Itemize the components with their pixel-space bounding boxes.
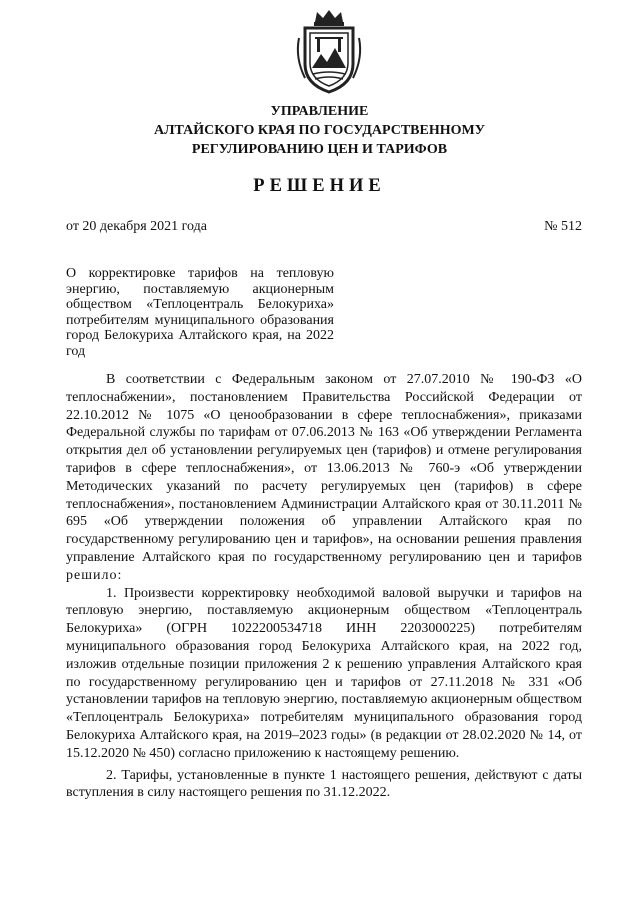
document-subject: О корректировке тарифов на тепловую энергию, поставляемую акционерным обществом «Теплоцентраль Белокуриха» потребителям муниципального образования город Белокуриха Алтайского края, на 2022 год: [66, 266, 334, 359]
coat-of-arms-icon: [291, 8, 367, 96]
authority-line-2: АЛТАЙСКОГО КРАЯ ПО ГОСУДАРСТВЕННОМУ: [154, 123, 485, 138]
document-body: [66, 371, 582, 802]
document-type-title: РЕШЕНИЕ: [253, 176, 386, 196]
document-number: № 512: [544, 219, 582, 234]
authority-line-1: УПРАВЛЕНИЕ: [270, 104, 369, 119]
item-1-paragraph: 1. Произвести корректировку необходимой валовой выручки и тарифов на тепловую энергию, поставляемую акционерным обществом «Теплоцентраль Белокуриха» (ОГРН 1022200534718 ИНН 2203000225) потребителям муниципального образования город Белокуриха Алтайского края, на 2022 год, изложив отдельные позиции приложения 2 к решению управления Алтайского края по государственному регулированию цен и тарифов от 27.11.2018 № 331 «Об установлении тарифов на тепловую энергию, поставляемую акционерным обществом «Теплоцентраль Белокуриха» потребителям муниципального образования город Белокуриха Алтайского края, на 2019–2023 годы» (в редакции от 28.02.2020 № 14, от 15.12.2020 № 450) согласно приложению к настоящему решению.: [66, 585, 582, 761]
item-2-paragraph: 2. Тарифы, установленные в пункте 1 настоящего решения, действуют с даты вступления в силу настоящего решения по 31.12.2022.: [66, 767, 582, 801]
document-date: от 20 декабря 2021 года: [66, 219, 207, 234]
preamble-text: В соответствии с Федеральным законом от 27.07.2010 № 190-ФЗ «О теплоснабжении», постановлением Правительства Российской Федерации от 22.10.2012 № 1075 «О ценообразовании в сфере теплоснабжения», приказами Федеральной службы по тарифам от 07.06.2013 № 163 «Об утверждении Регламента открытия дел об установлении регулируемых цен (тарифов) и отмене регулирования тарифов в сфере теплоснабжения», от 13.06.2013 № 760-э «Об утверждении Методических указаний по расчету регулируемых цен (тарифов) в сфере теплоснабжения», постановлением Администрации Алтайского края от 30.11.2011 № 695 «Об утверждении положения об управлении Алтайского края по государственному регулированию цен и тарифов», на основании решения правления управление Алтайского края по государственному регулированию цен и тарифов: [66, 372, 582, 565]
authority-line-3: РЕГУЛИРОВАНИЮ ЦЕН И ТАРИФОВ: [191, 142, 448, 157]
issuing-authority: [0, 102, 639, 159]
preamble-paragraph: В соответствии с Федеральным законом от 27.07.2010 № 190-ФЗ «О теплоснабжении», постановлением Правительства Российской Федерации от 22.10.2012 № 1075 «О ценообразовании в сфере теплоснабжения», приказами Федеральной службы по тарифам от 07.06.2013 № 163 «Об утверждении Регламента открытия дел об установлении регулируемых цен (тарифов) и отмене регулирования тарифов в сфере теплоснабжения», от 13.06.2013 № 760-э «Об утверждении Методических указаний по расчету регулируемых цен (тарифов) в сфере теплоснабжения», постановлением Администрации Алтайского края от 30.11.2011 № 695 «Об утверждении положения об управлении Алтайского края по государственному регулированию цен и тарифов», на основании решения правления управление Алтайского края по государственному регулированию цен и тарифов решило:: [66, 372, 582, 583]
resolved-word: решило: [66, 567, 118, 583]
